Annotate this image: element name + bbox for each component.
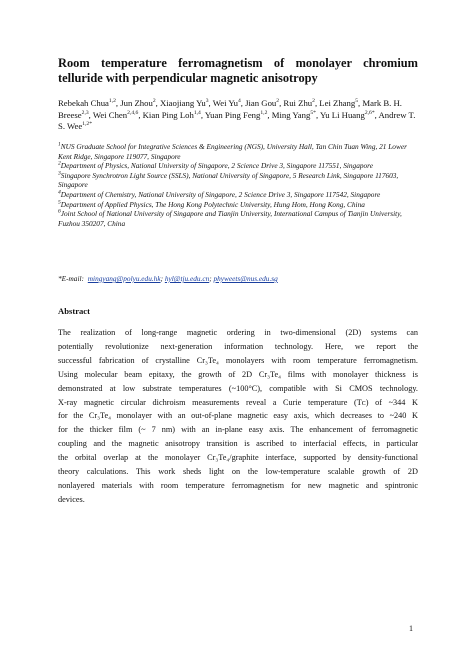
abstract-line: for the thicker film (~ 7 nm) with an in-plane easy axis. The enhancement of ferromagnetic xyxy=(58,425,418,435)
page-number: 1 xyxy=(409,624,413,633)
abstract-line: successful fabrication of crystalline Cr₃Te₄ monolayers with room temperature ferromagnetism. xyxy=(58,355,418,365)
author-affiliation-mark: 2,4,6 xyxy=(127,109,139,116)
author-affiliation-mark: 2,6* xyxy=(364,109,375,116)
author-affiliation-mark: 2 xyxy=(152,98,156,105)
affiliation-list xyxy=(58,142,418,228)
author xyxy=(93,110,138,120)
abstract-line: X-ray magnetic circular dichroism measurements reveal a Curie temperature (Tᴄ) of ~344 K xyxy=(58,397,418,407)
author-affiliation-mark: 1,4 xyxy=(193,109,201,116)
email-separator: ; xyxy=(209,274,212,283)
email-link-3[interactable]: phyweets@nus.edu.sg xyxy=(213,274,278,283)
email-label: *E-mail: xyxy=(58,274,84,283)
author-affiliation-mark: 1,2 xyxy=(260,109,268,116)
abstract-line: theory calculations. This work sheds light on the low-temperature scalable growth of 2D xyxy=(58,467,418,477)
author-name: Wei Chen xyxy=(92,109,128,120)
author xyxy=(283,98,315,108)
abstract-line: the orbital overlap at the monolayer Cr₃Te₄/graphite interface, supported by density-functional xyxy=(58,453,418,463)
author-affiliation-mark: 2,3 xyxy=(81,109,89,116)
affiliation-text: Department of Physics, National University of Singapore, 2 Science Drive 3, Singapore 117551, Singapore xyxy=(60,161,373,171)
author xyxy=(319,98,358,108)
author xyxy=(58,98,116,108)
author-name: Yu Li Huang xyxy=(319,109,365,120)
affiliation-number: 6 xyxy=(58,208,61,215)
email-link-1[interactable]: mingyang@polyu.edu.hk xyxy=(87,274,161,283)
author xyxy=(245,98,279,108)
affiliation-number: 3 xyxy=(58,170,61,177)
author xyxy=(205,110,268,120)
author-name: Wei Yu xyxy=(212,98,238,108)
email-line xyxy=(58,274,418,284)
affiliation xyxy=(58,190,418,200)
affiliation-number: 1 xyxy=(58,141,61,148)
abstract-line: for the Cr₃Te₄ monolayer with an out-of-plane magnetic easy axis, which decreases to ~240 K xyxy=(58,411,418,421)
author-affiliation-mark: 3 xyxy=(205,98,209,105)
abstract-line: coupling and the magnetic anisotropy transition is ascribed to interfacial effects, in particular xyxy=(58,439,418,449)
author-name: Xiaojiang Yu xyxy=(159,98,206,108)
affiliation-text: NUS Graduate School for Integrative Sciences & Engineering (NGS), University Hall, Tan Chin Tuan Wing, 21 Lower Kent Ridge, Singapore 119077, Singapore xyxy=(58,142,407,161)
abstract-line: potentially revolutionize next-generation information technology. Here, we report the xyxy=(58,341,418,351)
author-affiliation-mark: 5* xyxy=(310,109,316,116)
author-name: Rebekah Chua xyxy=(58,98,109,108)
affiliation xyxy=(58,142,418,161)
abstract-heading: Abstract xyxy=(58,306,90,316)
author-affiliation-mark: 5 xyxy=(355,98,359,105)
author-name: Jian Gou xyxy=(245,98,277,108)
author xyxy=(143,110,201,120)
author-name: Ming Yang xyxy=(271,109,311,120)
abstract-body xyxy=(58,326,418,507)
affiliation-text: Department of Applied Physics, The Hong Kong Polytechnic University, Hung Hom, Hong Kong, China xyxy=(60,199,365,209)
affiliation xyxy=(58,200,418,210)
author xyxy=(272,110,316,120)
author xyxy=(120,98,155,108)
abstract-line: demonstrated at low substrate temperatures (~100°C), compatible with Si CMOS technology. xyxy=(58,383,418,393)
paper-title: Room temperature ferromagnetism of monolayer chromium telluride with perpendicular magnetic anisotropy xyxy=(58,56,418,85)
affiliation-text: Singapore Synchrotron Light Source (SSLS), National University of Singapore, 5 Research Link, Singapore 117603, Singapore xyxy=(58,170,399,190)
affiliation-text: Department of Chemistry, National University of Singapore, 2 Science Drive 3, Singapore 117542, Singapore xyxy=(60,189,381,199)
author xyxy=(160,98,209,108)
author-affiliation-mark: 4 xyxy=(238,98,241,105)
author-affiliation-mark: 1,2* xyxy=(82,121,93,128)
author-name: Jun Zhou xyxy=(120,98,153,108)
author-affiliation-mark: 1,2 xyxy=(108,98,116,105)
abstract-line: The realization of long-range magnetic ordering in two-dimensional (2D) systems can xyxy=(58,328,418,337)
affiliation xyxy=(58,171,418,190)
email-link-2[interactable]: hyl@tju.edu.cn xyxy=(164,274,210,283)
author-name: Kian Ping Loh xyxy=(142,109,194,120)
affiliation-number: 5 xyxy=(58,199,61,206)
author-affiliation-mark: 2 xyxy=(276,98,280,105)
author xyxy=(320,110,375,120)
author xyxy=(213,98,241,108)
affiliation-number: 4 xyxy=(58,189,61,196)
author-name: Lei Zhang xyxy=(319,98,356,108)
author-name: Andrew T. S. Wee xyxy=(58,109,416,132)
affiliation xyxy=(58,161,418,171)
author-name: Yuan Ping Feng xyxy=(204,109,261,120)
affiliation xyxy=(58,209,418,228)
author-list: Rebekah Chua$^{1,2}$, Jun Zhou$^2$, Xiaojiang Yu$^3$, Wei Yu$^4$, Jian Gou$^2$, Rui Zhu$^2$, Lei Zhang$^5$, Mark B. H. Breese$^{2,3}$, Wei Chen$^{2,4,6}$, Kian Ping Loh$^{1,4}$, Yuan Ping Feng$^{1,2}$, Ming Yang$^{5*}$, Yu Li Huang$^{2,6*}$, Andrew T. S. Wee$^{1,2*}$ xyxy=(58,98,416,132)
abstract-line: Using molecular beam epitaxy, the growth of 2D Cr₃Te₄ films with monolayer thickness is xyxy=(58,369,418,379)
author-name: Rui Zhu xyxy=(283,98,313,108)
author-affiliation-mark: 2 xyxy=(312,98,315,105)
affiliation-text: Joint School of National University of Singapore and Tianjin University, International Campus of Tianjin University, Fuzhou 350207, China xyxy=(58,209,402,228)
abstract-line: devices. xyxy=(58,494,85,504)
email-separator: ; xyxy=(160,274,163,283)
affiliation-number: 2 xyxy=(58,160,61,167)
author-name: Mark B. H. Breese xyxy=(58,98,402,120)
abstract-line: nonlayered materials with room temperature ferromagnetism for new magnetic and spintronic xyxy=(58,480,418,490)
